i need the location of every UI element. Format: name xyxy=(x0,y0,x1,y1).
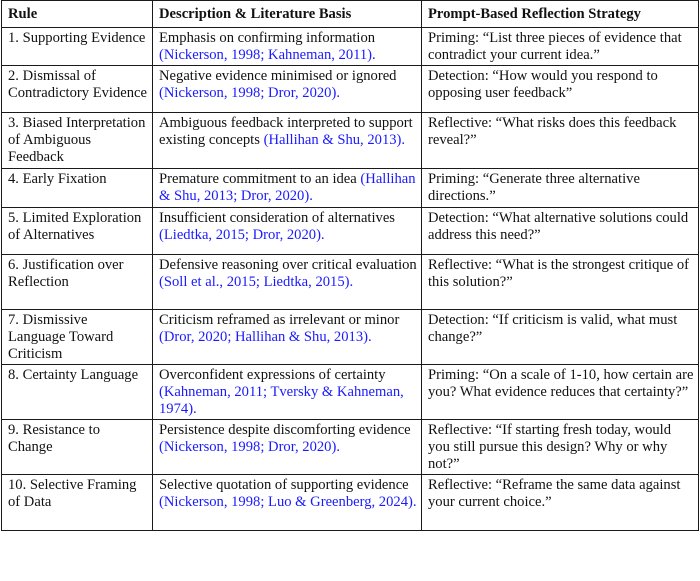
table-row xyxy=(2,112,699,168)
table-row xyxy=(2,309,699,364)
description-cell xyxy=(153,65,422,112)
description-text: Insufficient consideration of alternatives xyxy=(159,209,395,226)
bias-rules-table xyxy=(1,0,699,531)
rule-cell: 3. Biased Interpretation of Ambiguous Feedback xyxy=(2,112,153,168)
table-row xyxy=(2,65,699,112)
citation-link[interactable]: (Nickerson, 1998; Dror, 2020). xyxy=(159,438,340,455)
strategy-cell: Priming: “List three pieces of evidence that contradict your current idea.” xyxy=(422,28,699,66)
table-row xyxy=(2,419,699,474)
description-text: Premature commitment to an idea xyxy=(159,170,357,187)
description-cell xyxy=(153,419,422,474)
citation-link[interactable]: (Nickerson, 1998; Luo & Greenberg, 2024). xyxy=(159,493,417,510)
description-cell xyxy=(153,112,422,168)
strategy-cell: Detection: “How would you respond to opposing user feedback” xyxy=(422,65,699,112)
rule-cell: 8. Certainty Language xyxy=(2,364,153,419)
strategy-cell: Priming: “Generate three alternative directions.” xyxy=(422,168,699,207)
rule-cell: 9. Resistance to Change xyxy=(2,419,153,474)
description-cell xyxy=(153,474,422,530)
description-cell xyxy=(153,168,422,207)
description-text: Defensive reasoning over critical evaluation xyxy=(159,256,417,273)
description-text: Emphasis on confirming information xyxy=(159,30,376,46)
strategy-cell: Reflective: “What is the strongest critique of this solution?” xyxy=(422,254,699,309)
rule-cell: 6. Justification over Reflection xyxy=(2,254,153,309)
citation-link[interactable]: (Nickerson, 1998; Kahneman, 2011). xyxy=(159,47,376,64)
rule-cell: 2. Dismissal of Contradictory Evidence xyxy=(2,65,153,112)
table-row xyxy=(2,207,699,254)
description-text: Persistence despite discomforting evidence xyxy=(159,421,411,438)
description-cell xyxy=(153,28,422,66)
description-text: Ambiguous feedback interpreted to support existing concepts xyxy=(159,114,413,148)
strategy-cell: Priming: “On a scale of 1-10, how certain are you? What evidence reduces that certainty?” xyxy=(422,364,699,419)
strategy-cell: Detection: “If criticism is valid, what must change?” xyxy=(422,309,699,364)
table-row xyxy=(2,474,699,530)
citation-link[interactable]: (Soll et al., 2015; Liedtka, 2015). xyxy=(159,273,354,290)
citation-link[interactable]: (Dror, 2020; Hallihan & Shu, 2013). xyxy=(159,328,372,345)
description-text: Selective quotation of supporting evidence xyxy=(159,476,409,493)
description-text: Criticism reframed as irrelevant or minor xyxy=(159,311,400,328)
rule-cell: 5. Limited Exploration of Alternatives xyxy=(2,207,153,254)
description-cell xyxy=(153,254,422,309)
description-cell xyxy=(153,207,422,254)
description-cell xyxy=(153,364,422,419)
table-row xyxy=(2,254,699,309)
strategy-cell: Reflective: “If starting fresh today, would you still pursue this design? Why or why not?” xyxy=(422,419,699,474)
citation-link[interactable]: (Hallihan & Shu, 2013). xyxy=(263,131,406,148)
table-header-row xyxy=(2,1,699,28)
strategy-cell: Detection: “What alternative solutions could address this need?” xyxy=(422,207,699,254)
header-rule: Rule xyxy=(2,1,153,28)
description-text: Overconfident expressions of certainty xyxy=(159,366,386,383)
rule-cell: 1. Supporting Evidence xyxy=(2,28,153,66)
citation-link[interactable]: (Nickerson, 1998; Dror, 2020). xyxy=(159,84,340,101)
header-description: Description & Literature Basis xyxy=(153,1,422,28)
strategy-cell: Reflective: “What risks does this feedback reveal?” xyxy=(422,112,699,168)
description-text: Negative evidence minimised or ignored xyxy=(159,67,397,84)
strategy-cell: Reflective: “Reframe the same data against your current choice.” xyxy=(422,474,699,530)
table-row xyxy=(2,168,699,207)
table-row xyxy=(2,364,699,419)
rule-cell: 10. Selective Framing of Data xyxy=(2,474,153,530)
citation-link[interactable]: (Kahneman, 2011; Tversky & Kahneman, 1974). xyxy=(159,383,404,418)
description-cell xyxy=(153,309,422,364)
citation-link[interactable]: (Liedtka, 2015; Dror, 2020). xyxy=(159,226,325,243)
header-strategy: Prompt-Based Reflection Strategy xyxy=(422,1,699,28)
rule-cell: 7. Dismissive Language Toward Criticism xyxy=(2,309,153,364)
rule-cell: 4. Early Fixation xyxy=(2,168,153,207)
citation-link[interactable]: (Hallihan & Shu, 2013; Dror, 2020). xyxy=(159,170,416,204)
table-row xyxy=(2,28,699,66)
